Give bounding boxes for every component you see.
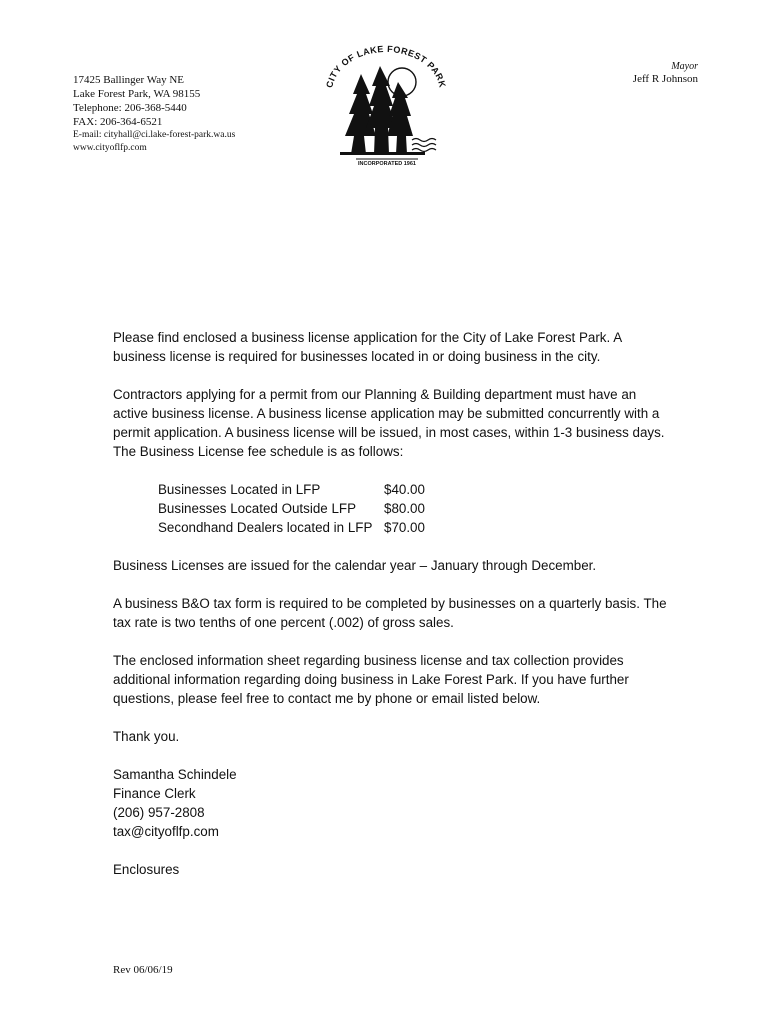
address-website: www.cityoflfp.com <box>73 143 147 153</box>
paragraph-contractors: Contractors applying for a permit from our Planning & Building department must have an active business license. A business license application may be submitted concurrently with a permit application. A business license will be issued, in most cases, within 1-3 business days. The Business License fee schedule is as follows: <box>113 387 665 459</box>
seal-arc-text: CITY OF LAKE FOREST PARK <box>324 44 448 89</box>
water-waves-icon <box>412 139 436 152</box>
city-seal-logo <box>318 44 453 169</box>
fee-row <box>158 480 673 499</box>
closing: Thank you. <box>113 729 180 744</box>
fee-amount: $70.00 <box>384 520 425 535</box>
fee-amount: $80.00 <box>384 501 425 516</box>
enclosures-note: Enclosures <box>113 862 180 877</box>
address-email: E-mail: cityhall@ci.lake-forest-park.wa.us <box>73 130 236 140</box>
mayor-title: Mayor <box>671 61 698 72</box>
paragraph-info-sheet: The enclosed information sheet regarding business license and tax collection provides additional information regarding doing business in Lake Forest Park. If you have further questions, please feel free to contact me by phone or email listed below. <box>113 653 629 706</box>
signer-title: Finance Clerk <box>113 786 196 801</box>
paragraph-calendar-year: Business Licenses are issued for the calendar year – January through December. <box>113 558 597 573</box>
paragraph-bo-tax: A business B&O tax form is required to be completed by businesses on a quarterly basis. The tax rate is two tenths of one percent (.002) of gross sales. <box>113 596 667 630</box>
letterhead-address <box>73 73 235 155</box>
address-line-phone: Telephone: 206-368-5440 <box>73 102 187 114</box>
seal-incorporated-text: INCORPORATED 1961 <box>358 161 416 167</box>
signer-name: Samantha Schindele <box>113 767 237 782</box>
fee-label: Businesses Located in LFP <box>158 482 321 497</box>
trees-icon <box>340 66 425 155</box>
fee-label: Secondhand Dealers located in LFP <box>158 520 373 535</box>
fee-row <box>158 499 673 518</box>
address-line-fax: FAX: 206-364-6521 <box>73 116 163 128</box>
address-line-street: 17425 Ballinger Way NE <box>73 74 185 86</box>
fee-amount: $40.00 <box>384 482 425 497</box>
fee-schedule <box>158 480 673 537</box>
mayor-name: Jeff R Johnson <box>632 73 698 85</box>
mayor-block <box>633 60 698 86</box>
paragraph-intro: Please find enclosed a business license application for the City of Lake Forest Park. A business license is required for businesses located in or doing business in the city. <box>113 330 622 364</box>
signer-email: tax@cityoflfp.com <box>113 824 219 839</box>
signature-block <box>113 765 673 841</box>
address-line-city: Lake Forest Park, WA 98155 <box>73 88 201 100</box>
signer-phone: (206) 957-2808 <box>113 805 205 820</box>
revision-date: Rev 06/06/19 <box>113 964 173 976</box>
letter-body <box>113 328 673 898</box>
fee-row <box>158 518 673 537</box>
fee-label: Businesses Located Outside LFP <box>158 501 356 516</box>
